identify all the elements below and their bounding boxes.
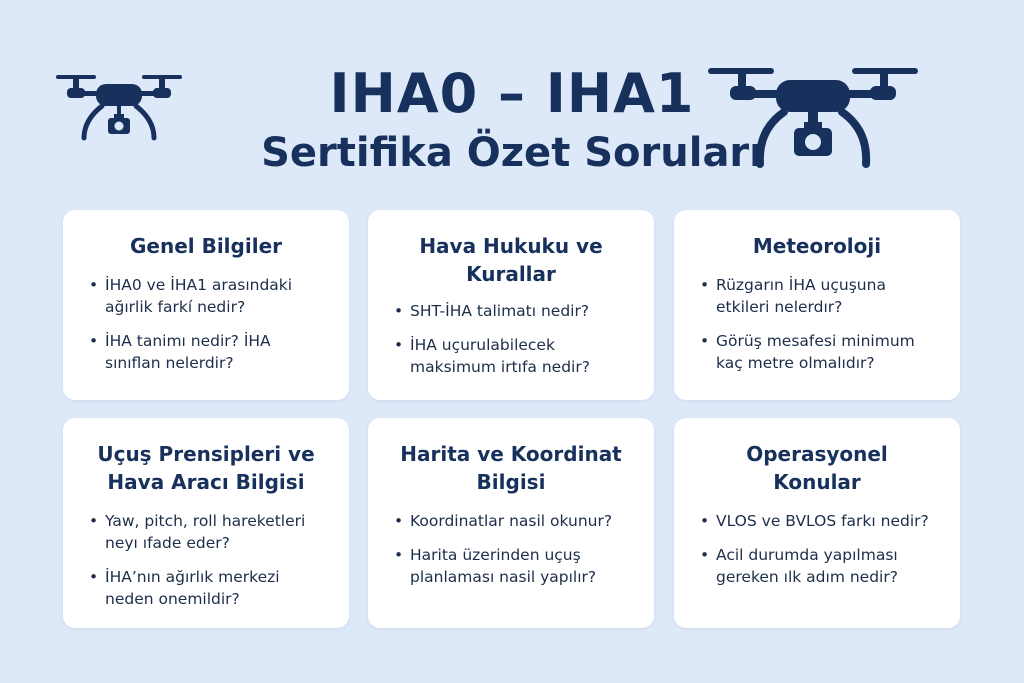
list-item: • Yaw, pitch, roll hareketleri neyı ıfade eder? (87, 510, 331, 554)
card-title: Genel Bilgiler (129, 234, 282, 258)
list-item: • Rüzgarın İHA uçuşuna etkileri nelerdır? (698, 274, 942, 318)
card-title: Harita ve Koordinat Bilgisi (400, 442, 622, 494)
card-meteoroloji (674, 210, 960, 400)
list-item: • İHA’nın ağırlık merkezi neden onemildir? (87, 566, 331, 610)
card-title: Uçuş Prensipleri ve Hava Aracı Bilgisi (97, 442, 315, 494)
question-list (87, 510, 331, 622)
question-list (698, 274, 942, 386)
card-ucus-prensipleri (63, 418, 349, 628)
card-genel-bilgiler (63, 210, 349, 400)
list-item: • Görüş mesafesi minimum kaç metre olmalıdır? (698, 330, 942, 374)
list-item: • SHT-İHA talimatı nedir? (392, 300, 636, 322)
question-list (392, 300, 636, 390)
question-list (698, 510, 942, 600)
list-item: • Koordinatlar nasil okunur? (392, 510, 636, 532)
header (0, 0, 1024, 200)
list-item: • İHA tanimı nedir? İHA sınıflan nelerdir? (87, 330, 331, 374)
page-subtitle: Sertifika Özet Soruları (261, 130, 763, 176)
card-title: Hava Hukuku ve Kurallar (419, 234, 603, 286)
list-item: • İHA0 ve İHA1 arasındaki ağırlik farkí nedir? (87, 274, 331, 318)
page-title: IHA0 – IHA1 (329, 62, 695, 125)
card-harita (368, 418, 654, 628)
list-item: • Acil durumda yapılması gereken ılk adım nedir? (698, 544, 942, 588)
question-list (392, 510, 636, 600)
card-hava-hukuku (368, 210, 654, 400)
list-item: • İHA uçurulabilecek maksimum irtıfa nedir? (392, 334, 636, 378)
card-title: Meteoroloji (752, 234, 882, 258)
question-list (87, 274, 331, 386)
drone-icon (706, 64, 920, 168)
list-item: • VLOS ve BVLOS farkı nedir? (698, 510, 942, 532)
list-item: • Harita üzerinden uçuş planlaması nasil yapılır? (392, 544, 636, 588)
card-operasyonel (674, 418, 960, 628)
card-title: Operasyonel Konular (746, 442, 888, 494)
